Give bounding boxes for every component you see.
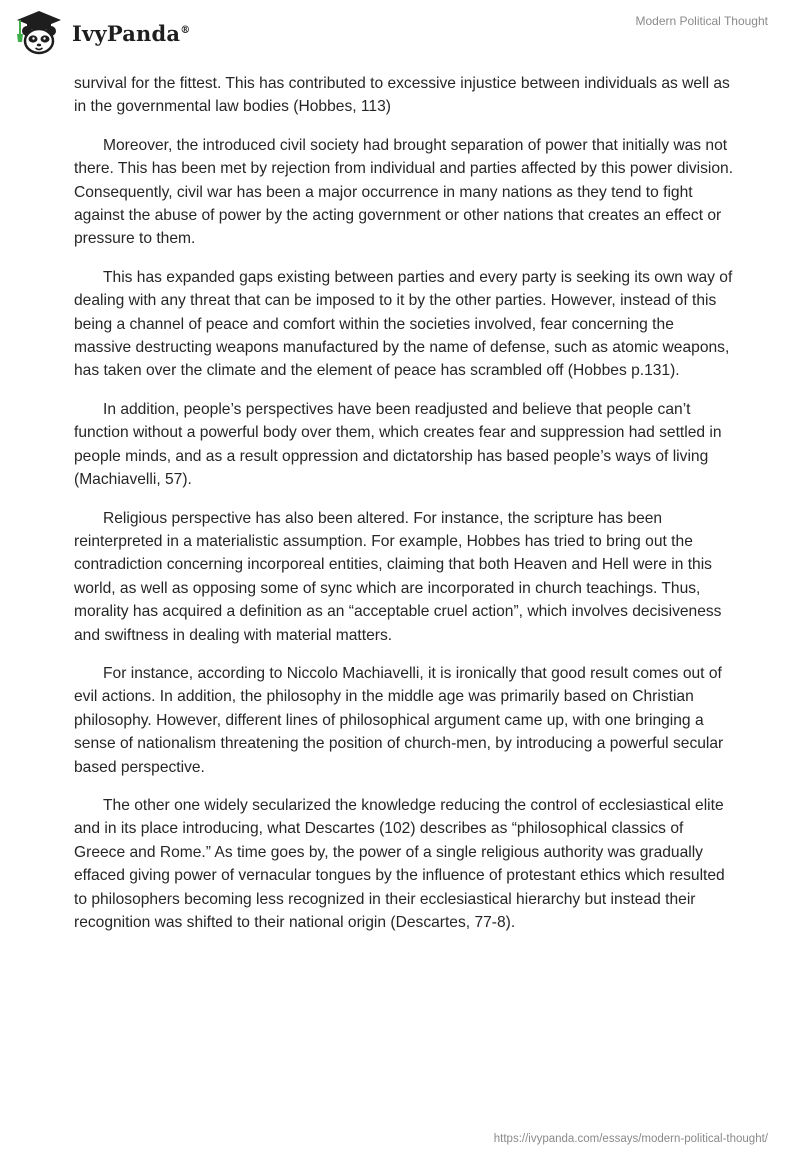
- paragraph: For instance, according to Niccolo Machiavelli, it is ironically that good result comes out of evil actions. In addition, the philosophy in the middle age was primarily based on Christian philosophy. However, different lines of philosophical argument came up, with one bringing a sense of nationalism threatening the position of church-men, by introducing a powerful secular based perspective.: [74, 664, 724, 776]
- paragraph: In addition, people’s perspectives have been readjusted and believe that people can’t function without a powerful body over them, which creates fear and suppression had settled in people minds, and as a result oppression and dictatorship has based people’s ways of living (Machiavelli, 57).: [74, 400, 722, 489]
- paragraph: Moreover, the introduced civil society had brought separation of power that initially was not there. This has been met by rejection from individual and parties affected by this power division. Consequently, civil war has been a major occurrence in many nations as they tend to fight against the abuse of power by the acting government or other nations that creates an effect or pressure to them.: [74, 136, 734, 248]
- paragraph: Religious perspective has also been altered. For instance, the scripture has been reinterpreted in a materialistic assumption. For example, Hobbes has tried to bring out the contradiction concerning incorporeal entities, claiming that both Heaven and Hell were in this world, as well as opposing some of sync which are incorporated in church teachings. Thus, morality has acquired a definition as an “acceptable cruel action”, which involves decisiveness and swiftness in dealing with material matters.: [74, 509, 722, 644]
- document-title: Modern Political Thought: [635, 14, 768, 28]
- paragraph: The other one widely secularized the knowledge reducing the control of ecclesiastical elite and in its place introducing, what Descartes (102) describes as “philosophical classics of Greece and Rome.” As time goes by, the power of a single religious authority was gradually effaced giving power of vernacular tongues by the influence of protestant ethics which resulted to philosophers becoming less recognized in their ecclesiastical hierarchy but instead their recognition was shifted to their national origin (Descartes, 77-8).: [74, 796, 725, 931]
- paragraph: survival for the fittest. This has contributed to excessive injustice between individuals as well as in the governmental law bodies (Hobbes, 113): [74, 75, 730, 116]
- paragraph: This has expanded gaps existing between parties and every party is seeking its own way of dealing with any threat that can be imposed to it by the other parties. However, instead of this being a channel of peace and comfort within the societies involved, fear concerning the massive destructing weapons manufactured by the name of defense, such as atomic weapons, has taken over the climate and the element of peace has scrambled off (Hobbes p.131).: [74, 268, 733, 380]
- panda-graduate-icon: [14, 8, 64, 58]
- essay-body: [74, 72, 734, 949]
- brand-logo[interactable]: [14, 8, 190, 58]
- page-header: [0, 0, 800, 70]
- source-url[interactable]: https://ivypanda.com/essays/modern-political-thought/: [493, 1133, 768, 1145]
- brand-name: IvyPanda®: [72, 20, 191, 46]
